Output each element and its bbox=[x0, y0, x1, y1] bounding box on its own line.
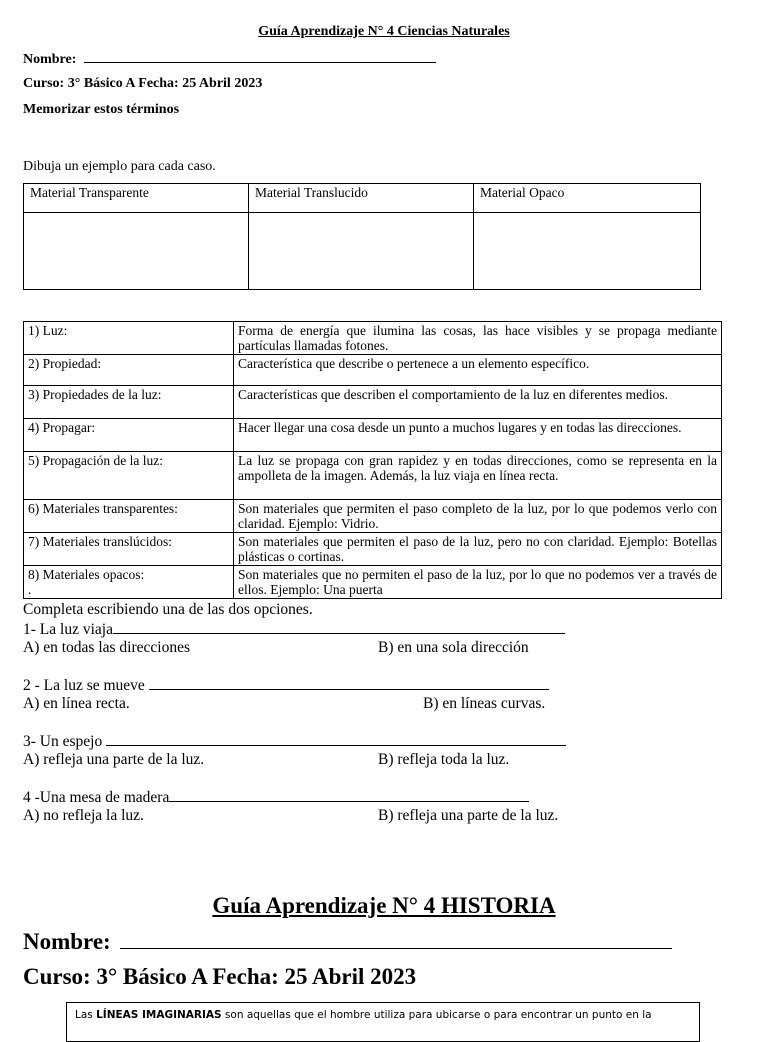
definition-cell: Son materiales que permiten el paso de la luz, pero no con claridad. Ejemplo: Botellas plásticas o cortinas. bbox=[234, 533, 722, 566]
table-row bbox=[24, 566, 722, 599]
intro-pre: Las bbox=[75, 1009, 97, 1021]
definition-cell: Son materiales que permiten el paso completo de la luz, por lo que podemos verlo con claridad. Ejemplo: Vidrio. bbox=[234, 500, 722, 533]
definition-cell: Forma de energía que ilumina las cosas, las hace visibles y se propaga mediante partículas llamadas fotones. bbox=[234, 322, 722, 355]
guide1-course: Curso: 3° Básico A Fecha: 25 Abril 2023 bbox=[23, 76, 263, 91]
option-b: B) refleja una parte de la luz. bbox=[378, 807, 559, 824]
table-row bbox=[24, 533, 722, 566]
answer-blank[interactable] bbox=[169, 801, 529, 802]
name-blank[interactable] bbox=[120, 948, 672, 949]
guide1-title: Guía Aprendizaje N° 4 Ciencias Naturales bbox=[258, 24, 510, 39]
guide2-course: Curso: 3° Básico A Fecha: 25 Abril 2023 bbox=[23, 964, 417, 989]
question-4 bbox=[23, 789, 529, 807]
definition-cell: Son materiales que no permiten el paso de la luz, por lo que no podemos ver a través de ellos. Ejemplo: Una puerta bbox=[234, 566, 722, 599]
question-2 bbox=[23, 677, 549, 695]
table-row bbox=[24, 322, 722, 355]
guide2-title: Guía Aprendizaje N° 4 HISTORIA bbox=[212, 893, 556, 918]
question-text: 3- Un espejo bbox=[23, 733, 107, 750]
option-b: B) en una sola dirección bbox=[378, 639, 529, 656]
term-cell: 7) Materiales translúcidos: bbox=[24, 533, 234, 566]
option-b: B) en líneas curvas. bbox=[423, 695, 546, 712]
guide1-memorize: Memorizar estos términos bbox=[23, 102, 180, 117]
draw-cell-translucent[interactable] bbox=[249, 213, 474, 290]
table-row bbox=[24, 500, 722, 533]
term-cell: 2) Propiedad: bbox=[24, 355, 234, 386]
draw-cell-transparent[interactable] bbox=[24, 213, 249, 290]
term-cell: 1) Luz: bbox=[24, 322, 234, 355]
question-text: 4 -Una mesa de madera bbox=[23, 789, 170, 806]
draw-header-translucent: Material Translucido bbox=[249, 184, 474, 213]
definition-cell: Hacer llegar una cosa desde un punto a muchos lugares y en todas las direcciones. bbox=[234, 419, 722, 452]
table-row bbox=[24, 355, 722, 386]
term-cell: 6) Materiales transparentes: bbox=[24, 500, 234, 533]
table-row bbox=[24, 386, 722, 419]
option-a: A) en línea recta. bbox=[23, 695, 130, 712]
guide1-name-line bbox=[23, 52, 436, 68]
draw-header-opaque: Material Opaco bbox=[474, 184, 701, 213]
option-a: A) refleja una parte de la luz. bbox=[23, 751, 205, 768]
draw-header-transparent: Material Transparente bbox=[24, 184, 249, 213]
definitions-table bbox=[23, 321, 722, 599]
question-3 bbox=[23, 733, 566, 751]
answer-blank[interactable] bbox=[106, 745, 566, 746]
question-text: 1- La luz viaja bbox=[23, 621, 113, 638]
term-cell: 8) Materiales opacos: . bbox=[24, 566, 234, 599]
option-b: B) refleja toda la luz. bbox=[378, 751, 510, 768]
intro-bold: LÍNEAS IMAGINARIAS bbox=[96, 1009, 222, 1021]
term-cell: 4) Propagar: bbox=[24, 419, 234, 452]
option-a: A) no refleja la luz. bbox=[23, 807, 144, 824]
question-1 bbox=[23, 621, 565, 639]
complete-instruction: Completa escribiendo una de las dos opciones. bbox=[23, 601, 313, 618]
guide2-name-line bbox=[23, 929, 672, 955]
answer-blank[interactable] bbox=[113, 633, 565, 634]
name-blank[interactable] bbox=[84, 62, 436, 63]
table-row bbox=[24, 452, 722, 500]
question-text: 2 - La luz se mueve bbox=[23, 677, 149, 694]
intro-post: son aquellas que el hombre utiliza para ubicarse o para encontrar un punto en la bbox=[221, 1009, 652, 1021]
draw-cell-opaque[interactable] bbox=[474, 213, 701, 290]
intro-box bbox=[66, 1002, 700, 1042]
definition-cell: Característica que describe o pertenece a un elemento específico. bbox=[234, 355, 722, 386]
table-row bbox=[24, 419, 722, 452]
definition-cell: La luz se propaga con gran rapidez y en todas direcciones, como se representa en la ampolleta de la imagen. Además, la luz viaja en línea recta. bbox=[234, 452, 722, 500]
answer-blank[interactable] bbox=[149, 689, 549, 690]
draw-table bbox=[23, 183, 701, 290]
draw-instruction: Dibuja un ejemplo para cada caso. bbox=[23, 159, 216, 174]
term-cell: 3) Propiedades de la luz: bbox=[24, 386, 234, 419]
name-label: Nombre: bbox=[23, 52, 77, 67]
option-a: A) en todas las direcciones bbox=[23, 639, 190, 656]
definition-cell: Características que describen el comportamiento de la luz en diferentes medios. bbox=[234, 386, 722, 419]
name-label: Nombre: bbox=[23, 929, 111, 954]
term-cell: 5) Propagación de la luz: bbox=[24, 452, 234, 500]
